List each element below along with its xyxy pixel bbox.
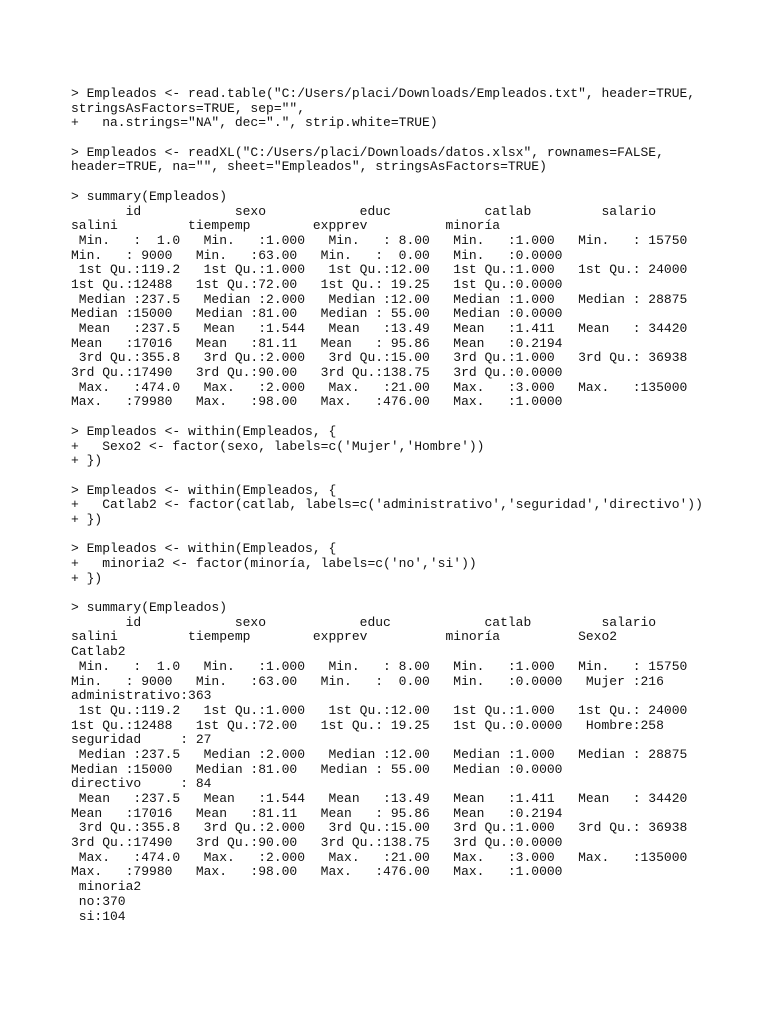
console-line: > Empleados <- readXL("C:/Users/placi/Downloads/datos.xlsx", rownames=FALSE,: [71, 144, 664, 160]
console-line: stringsAsFactors=TRUE, sep="",: [71, 100, 306, 116]
console-line: > Empleados <- within(Empleados, {: [71, 541, 337, 557]
console-line: Median :237.5 Median :2.000 Median :12.00 Median :1.000 Median : 28875: [71, 746, 688, 762]
console-line: + }): [71, 570, 103, 586]
console-line: salini tiempemp expprev minoría: [71, 218, 501, 234]
console-line: 1st Qu.:119.2 1st Qu.:1.000 1st Qu.:12.00 1st Qu.:1.000 1st Qu.: 24000: [71, 702, 688, 718]
console-line: header=TRUE, na="", sheet="Empleados", stringsAsFactors=TRUE): [71, 159, 547, 175]
console-line: no:370: [71, 893, 126, 909]
console-line: Min. : 9000 Min. :63.00 Min. : 0.00 Min. :0.0000 Mujer :216: [71, 673, 664, 689]
console-line: Max. :474.0 Max. :2.000 Max. :21.00 Max. :3.000 Max. :135000: [71, 379, 688, 395]
console-line: 3rd Qu.:17490 3rd Qu.:90.00 3rd Qu.:138.75 3rd Qu.:0.0000: [71, 835, 563, 851]
console-line: Min. : 1.0 Min. :1.000 Min. : 8.00 Min. :1.000 Min. : 15750: [71, 232, 688, 248]
console-block: [71, 484, 761, 528]
console-line: Median :15000 Median :81.00 Median : 55.00 Median :0.0000: [71, 306, 563, 322]
console-line: id sexo educ catlab salario: [71, 614, 657, 630]
console-line: > Empleados <- within(Empleados, {: [71, 423, 337, 439]
console-line: > summary(Empleados): [71, 188, 228, 204]
console-line: seguridad : 27: [71, 732, 212, 748]
console-line: Mean :17016 Mean :81.11 Mean : 95.86 Mean :0.2194: [71, 335, 563, 351]
console-line: + Sexo2 <- factor(sexo, labels=c('Mujer','Hombre')): [71, 438, 485, 454]
console-line: directivo : 84: [71, 776, 212, 792]
console-line: Min. : 9000 Min. :63.00 Min. : 0.00 Min. :0.0000: [71, 247, 563, 263]
console-line: Min. : 1.0 Min. :1.000 Min. : 8.00 Min. :1.000 Min. : 15750: [71, 658, 688, 674]
console-line: > Empleados <- within(Empleados, {: [71, 482, 337, 498]
console-line: Median :15000 Median :81.00 Median : 55.00 Median :0.0000: [71, 761, 563, 777]
console-block: [71, 542, 761, 586]
console-line: Max. :79980 Max. :98.00 Max. :476.00 Max. :1.0000: [71, 394, 563, 410]
console-line: + }): [71, 511, 103, 527]
console-line: Median :237.5 Median :2.000 Median :12.00 Median :1.000 Median : 28875: [71, 291, 688, 307]
console-line: + minoria2 <- factor(minoría, labels=c('no','si')): [71, 556, 477, 571]
console-line: minoria2: [71, 879, 142, 895]
console-line: si:104: [71, 908, 126, 924]
console-line: 3rd Qu.:355.8 3rd Qu.:2.000 3rd Qu.:15.00 3rd Qu.:1.000 3rd Qu.: 36938: [71, 350, 688, 366]
console-line: Mean :237.5 Mean :1.544 Mean :13.49 Mean :1.411 Mean : 34420: [71, 321, 688, 336]
console-line: Mean :17016 Mean :81.11 Mean : 95.86 Mean :0.2194: [71, 805, 563, 821]
console-block: [71, 87, 761, 131]
console-line: Max. :474.0 Max. :2.000 Max. :21.00 Max. :3.000 Max. :135000: [71, 849, 688, 865]
console-block: [71, 146, 761, 175]
console-line: salini tiempemp expprev minoría Sexo2: [71, 629, 618, 645]
r-console-output: [71, 87, 761, 939]
console-line: Catlab2: [71, 644, 126, 660]
console-line: + Catlab2 <- factor(catlab, labels=c('administrativo','seguridad','directivo')): [71, 497, 703, 513]
console-line: administrativo:363: [71, 688, 212, 704]
console-line: > summary(Empleados): [71, 600, 228, 616]
console-line: > Empleados <- read.table("C:/Users/placi/Downloads/Empleados.txt", header=TRUE,: [71, 86, 696, 101]
console-line: + }): [71, 453, 103, 469]
console-line: 1st Qu.:119.2 1st Qu.:1.000 1st Qu.:12.00 1st Qu.:1.000 1st Qu.: 24000: [71, 262, 688, 278]
console-line: + na.strings="NA", dec=".", strip.white=TRUE): [71, 115, 438, 131]
console-line: 3rd Qu.:17490 3rd Qu.:90.00 3rd Qu.:138.75 3rd Qu.:0.0000: [71, 365, 563, 381]
console-line: Max. :79980 Max. :98.00 Max. :476.00 Max. :1.0000: [71, 864, 563, 880]
console-line: 1st Qu.:12488 1st Qu.:72.00 1st Qu.: 19.25 1st Qu.:0.0000: [71, 276, 563, 292]
console-block: [71, 190, 761, 410]
console-line: Mean :237.5 Mean :1.544 Mean :13.49 Mean :1.411 Mean : 34420: [71, 791, 688, 806]
console-block: [71, 425, 761, 469]
console-line: 1st Qu.:12488 1st Qu.:72.00 1st Qu.: 19.25 1st Qu.:0.0000 Hombre:258: [71, 717, 664, 733]
console-line: 3rd Qu.:355.8 3rd Qu.:2.000 3rd Qu.:15.00 3rd Qu.:1.000 3rd Qu.: 36938: [71, 820, 688, 836]
console-block: [71, 601, 761, 924]
console-line: id sexo educ catlab salario: [71, 203, 657, 219]
